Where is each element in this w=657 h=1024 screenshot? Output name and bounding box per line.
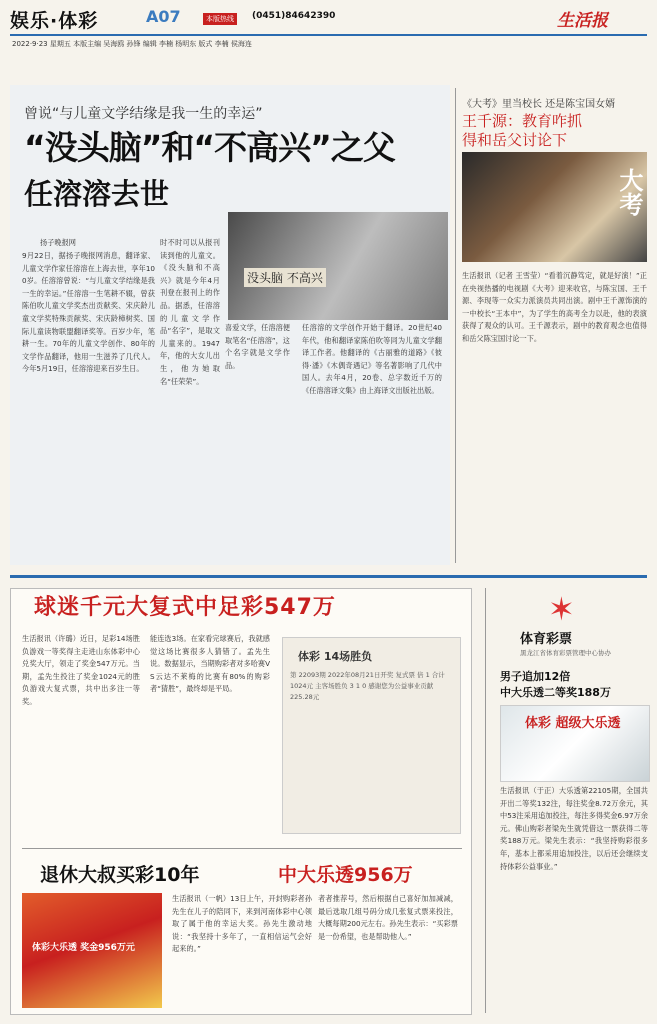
header-rule	[10, 34, 647, 36]
story3-column-1: 生活报讯（许璐）近日，足彩14场胜负游戏一等奖得主走进山东体彩中心兑奖大厅，领走了奖金547万元。当期，孟先生投注了奖金1024元的胜负游戏大复式票，共中出多注一等奖。	[22, 634, 140, 706]
story2-kicker: 《大考》里当校长 还是陈宝国女婿	[462, 99, 616, 110]
story3-column-2: 能连选3场。在家看完球赛后，我就感觉这场比赛很多人猜错了。孟先生说。数据显示，当期购彩者对多哈赛VS云达不莱梅的比赛有80%的购彩者“猜胜”，最终却是平局。	[150, 634, 270, 694]
story2-headline-2: 得和岳父讨论下	[462, 131, 568, 149]
story1-photo	[228, 212, 448, 320]
sidebar-headline: 男子追加12倍	[500, 670, 571, 683]
story2-headline: 王千源：教育咋抓	[462, 112, 583, 130]
sports-lottery-sponsor: 黑龙江省体育彩票管理中心协办	[520, 649, 611, 657]
story1-byline: 扬子晚报网	[40, 238, 76, 247]
hotline-number: (0451)84642390	[252, 11, 336, 21]
section-rule	[10, 575, 647, 578]
story3-headline: 球迷千元大复式中足彩547万	[34, 595, 336, 620]
story4-headline: 退休大叔买彩10年	[40, 864, 200, 886]
sports-lottery-logo-text: 体育彩票	[520, 632, 573, 647]
story4-headline-highlight: 中大乐透956万	[278, 864, 413, 886]
story1-column-4: 任溶溶的文学创作开始于翻译。20世纪40年代，他和翻译家陈伯吹等同为儿童文学翻译工作者。他翻译的《古丽雅的道路》《彼得·潘》《木偶奇遇记》等名著影响了几代中国人。去年4月，20卷、总字数近千万的《任溶溶译文集》由上海译文出版社出版。	[302, 323, 442, 395]
column-divider	[455, 88, 456, 563]
story1-kicker: 曾说“与儿童文学结缘是我一生的幸运”	[24, 106, 263, 122]
story2-body: 生活报讯（记者 王雪莹）“看着沉静笃定，就是好演！”正在央视热播的电视剧《大考》迎来收官，与陈宝国、王千源、李现等一众实力派演员共同出演。剧中王千源饰演的一中校长“王本中”，为了学生的高考全力以赴，他的表演获得了观众的认可。王千源表示，剧中的教育观念也值得和岳父陈宝国讨论一下。	[462, 271, 647, 343]
story1-headline-2: 任溶溶去世	[24, 177, 170, 211]
story1-column-2: 时不时可以从报刊读到他的儿童文。《没头脑和不高兴》就是今年4月刊登在报刊上的作品。据悉，任溶溶的儿童文学作品“名字”，是取文儿童来的。1947年，他的大女儿出生，他为她取名“任荣荣”。	[160, 238, 220, 386]
story2-photo-mark: 大考	[615, 168, 643, 216]
sports-lottery-logo-icon: ✶	[548, 590, 575, 628]
story4-column-2: 者者推荐号，然后根据自己喜好加加减减，最后选取几组号码分成几张复式票来投注，大概每期200元左右。孙先生表示：“买彩票是一份希望，也是帮助他人。”	[318, 894, 458, 941]
sidebar-divider	[485, 588, 486, 1013]
editor-line: 2022·9·23 星期五 本版主编 吴海鸥 孙锋 编辑 李楠 杨明东 版式 李楠 侯海连	[12, 40, 252, 48]
story1-column-1: 9月22日，据扬子晚报网消息，翻译家、儿童文学作家任溶溶在上海去世，享年100岁。任溶溶曾说：“与儿童文学结缘是我一生的幸运。”任溶溶一生笔耕不辍，曾获陈伯吹儿童文学奖杰出贡献奖、宋庆龄儿童文学奖特殊贡献奖、宋庆龄樟树奖、国际儿童读物联盟翻译奖等。百岁少年，笔耕一生。70年的儿童文学创作、80年的文学作品翻译，他用一生滋养了几代人。今年5月19日，任溶溶迎来百岁生日。	[22, 251, 155, 374]
story4-column-1: 生活报讯（一帆）13日上午，开封购彩者孙先生在儿子的陪同下，来到河南体彩中心领取了属于他的幸运大奖。孙先生激动地说：“我坚持十多年了，一直相信运气会好起来的。”	[172, 894, 312, 954]
newspaper-logo: 生活报	[557, 11, 608, 31]
sidebar-headline-2: 中大乐透二等奖188万	[500, 686, 611, 699]
story4-photo-sign: 体彩大乐透 奖金956万元	[32, 943, 135, 953]
story-divider	[22, 848, 462, 849]
ticket-title: 体彩 14场胜负	[298, 650, 373, 663]
sidebar-ticket-brand: 体彩 超级大乐透	[525, 716, 621, 731]
page-number: A07	[146, 7, 181, 26]
story1-headline: “没头脑”和“不高兴”之父	[24, 128, 395, 167]
ticket-body: 第 22093期 2022年08月21日开奖 复式票 倍 1 合计1024元 主客场胜负 3 1 0 感谢您为公益事业贡献 225.28元	[290, 671, 445, 701]
hotline-label: 本版热线	[203, 13, 237, 25]
story1-column-3: 喜爱文学，任溶溶便取笔名“任溶溶”，这个名字就是文学作品。	[225, 323, 290, 370]
sidebar-body: 生活报讯（于正）大乐透第22105期，全国共开出二等奖132注，每注奖金8.72万余元，其中53注采用追加投注，每注多得奖金6.97万余元。佛山购彩者梁先生就凭借这一票获得二等奖188万元。梁先生表示：“我坚持购彩很多年，基本上都采用追加投注，以后还会继续支持体彩公益事业。”	[500, 786, 648, 871]
story1-photo-sign: 没头脑 不高兴	[244, 268, 326, 287]
section-title: 娱乐·体彩	[10, 10, 99, 32]
